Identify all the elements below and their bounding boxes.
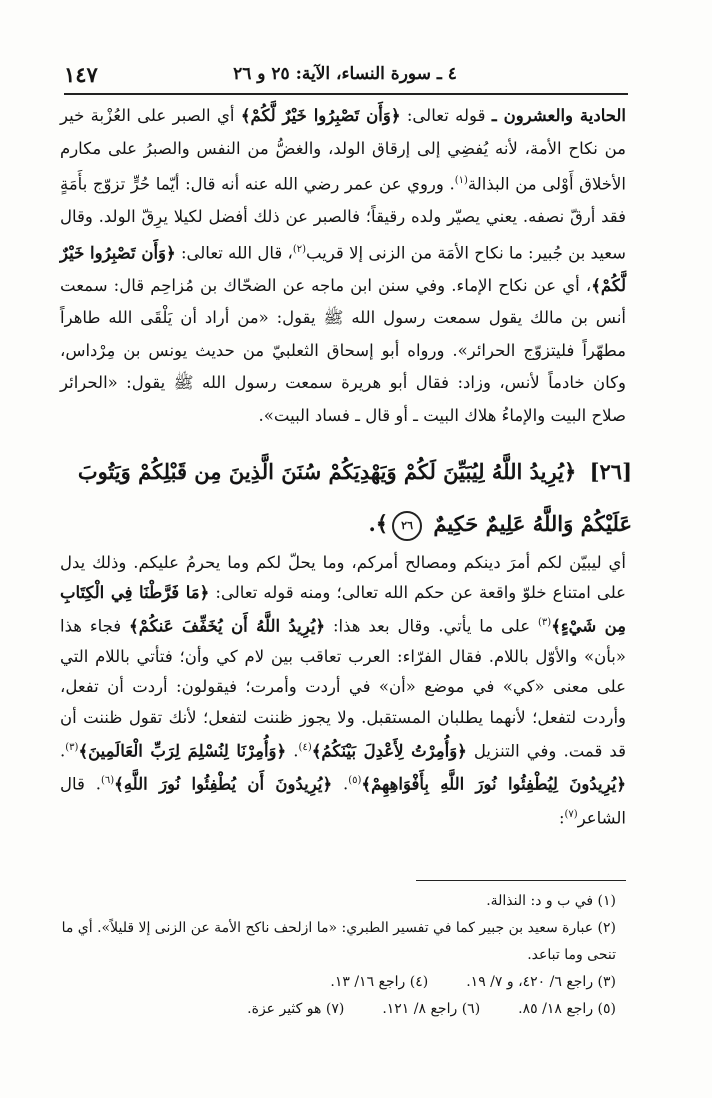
text-segment: فجاء هذا «بأن» والأوّل باللام. فقال الفرّاء: العرب تعاقب بين لام كي وأن؛ فتأتي باللام التي على معنى «كي» في موضع «أن» في أردت وأمرت؛ فيقولون: أردت أن تفعل، وأردت لتفعل؛ لأنهما يطلبان المستقبل. ولا يجوز ظننت لتفعل؛ لأنك تقول ظننت أن قد قمت. وفي التنزيل [60,616,626,761]
running-title: ٤ ـ سورة النساء، الآية: ٢٥ و ٢٦ [233,64,457,84]
running-header [64,62,626,92]
footnote-ref[interactable]: (١) [454,175,468,186]
quran-quote: ﴿وَأَن تَصْبِرُوا خَيْرٌ لَّكُمْ﴾ [60,243,626,295]
header-rule [64,93,628,95]
footnote-ref[interactable]: (٣) [538,617,552,629]
footnote-4: (٤) راجع ١٦/ ١٣. [330,974,429,990]
footnote-row [60,996,616,1023]
section-lead: الحادية والعشرون ـ [491,106,626,125]
footnote-2: (٢) عبارة سعيد بن جبير كما في تفسير الطبري: «ما ازلحف ناكح الأمة عن الزنى إلا قليلاً». أي ما تنحى وما تباعد. [61,920,616,963]
footnote-7: (٧) هو كثير عزة. [247,1001,345,1017]
verse-26 [58,446,632,550]
text-segment: : [558,808,565,828]
text-segment: أي الصبر على العُزْبة خير من نكاح الأمة، لأنه يُفضِي إلى إرقاق الولد، والغضُّ من النفس والصبرُ على مكارم الأخلاق أَوْلى من البذالة [60,106,626,194]
verse-text: ﴿يُرِيدُ اللَّهُ لِيُبَيِّنَ لَكُمْ وَيَهْدِيَكُمْ سُنَنَ الَّذِينَ مِن قَبْلِكُمْ وَيَتُوبَ عَلَيْكُمْ وَاللَّهُ عَلِيمٌ حَكِيمٌ [77,459,632,536]
quran-quote: ﴿يُرِيدُونَ أَن يُطْفِئُوا نُورَ اللَّهِ﴾ [114,774,333,794]
text-segment: أي ليبيّن لكم أمرَ دينكم ومصالح أمركم، وما يحلّ لكم وما يحرمُ عليكم. وذلك يدل على امتناع خلوّ واقعة عن حكم الله تعالى؛ ومنه قوله تعالى: [60,553,626,603]
footnote-rule [416,880,626,881]
text-segment: ، أي عن نكاح الإماء. وفي سنن ابن ماجه عن الضحّاك بن مُزاحِم قال: سمعت أنس بن مالك يقول سمعت رسول الله ﷺ يقول: «من أراد أن يَلْقَى الله طاهراً مطهّراً فليتزوّج الحرائر». ورواه أبو إسحاق الثعلبيّ من حديث يونس بن مِرْداس، وكان خادماً لأنس، وزاد: فقال أبو هريرة سمعت رسول الله ﷺ يقول: «الحرائر صلاح البيت والإماءُ هلاك البيت ـ أو قال ـ فساد البيت». [60,275,626,425]
text-segment: . قال الشاعر [60,774,626,828]
text-segment: على ما يأتي. وقال بعد هذا: [332,616,531,636]
footnote-3: (٣) راجع ٦/ ٤٢٠، و ٧/ ١٩. [466,974,616,990]
footnote-ref[interactable]: (٢) [292,243,307,255]
page-number: ١٤٧ [64,62,98,87]
quran-quote: ﴿وَأَن تَصْبِرُوا خَيْرٌ لَّكُمْ﴾ [240,106,401,125]
text-segment: قوله تعالى: [406,106,486,125]
footnote-6: (٦) راجع ٨/ ١٢١. [382,1001,481,1017]
verse-number: [٢٦] [589,459,632,484]
quran-quote: ﴿مَا فَرَّطْنَا فِي الْكِتَابِ مِن شَيْءٍ﴾ [60,583,626,636]
quran-quote: ﴿وَأُمِرْنَا لِنُسْلِمَ لِرَبِّ الْعَالَمِينَ﴾ [78,741,287,761]
paragraph-21 [60,100,626,432]
verse-end-mark: ٢٦ [392,511,422,541]
footnote-ref[interactable]: (٦) [100,775,115,787]
paragraph-commentary: أي ليبيّن لكم أمرَ دينكم ومصالح أمركم، وما يحلّ لكم وما يحرمُ عليكم. وذلك يدل على امتناع خلوّ واقعة عن حكم الله تعالى؛ ومنه قوله تعالى: ﴿مَا فَرَّطْنَا فِي الْكِتَابِ مِن شَيْءٍ﴾$^{(٣)}$ على ما يأتي. وقال بعد هذا: ﴿يُرِيدُ اللَّهُ أَن يُخَفِّفَ عَنكُمْ﴾ فجاء هذا «بأن» والأوّل باللام. فقال الفرّاء: العرب تعاقب بين لام كي وأن؛ فتأتي باللام التي على معنى «كي» في موضع «أن» في أردت وأمرت؛ فيقولون: أردت أن تفعل، وأردت لتفعل؛ لأنهما يطلبان المستقبل. ولا يجوز ظننت لتفعل؛ لأنك تقول ظننت أن قد قمت. وفي التنزيل ﴿وَأُمِرْتُ لِأَعْدِلَ بَيْنَكُمُ﴾$^{(٤)}$. ﴿وَأُمِرْنَا لِنُسْلِمَ لِرَبِّ الْعَالَمِينَ﴾$^{(٣)}$. ﴿يُرِيدُونَ لِيُطْفِئُوا نُورَ اللَّهِ بِأَفْوَاهِهِمْ﴾$^{(٥)}$. ﴿يُرِيدُونَ أَن يُطْفِئُوا نُورَ اللَّهِ﴾$^{(٦)}$. قال الشاعر$^{(٧)}$: [60,553,626,828]
text-segment: ، قال الله تعالى: [180,243,293,262]
quran-quote: ﴿وَأُمِرْتُ لِأَعْدِلَ بَيْنَكُمُ﴾ [311,741,467,761]
footnote-row [60,969,616,996]
footnote-ref[interactable]: (٧) [564,809,578,821]
quran-quote: ﴿يُرِيدُونَ لِيُطْفِئُوا نُورَ اللَّهِ بِأَفْوَاهِهِمْ﴾ [361,774,626,794]
footnote-ref[interactable]: (٣) [65,741,79,753]
verse-close: ﴾. [368,511,389,536]
footnote-ref[interactable]: (٥) [348,775,362,787]
footnote-5: (٥) راجع ١٨/ ٨٥. [518,1001,616,1017]
footnotes [60,888,616,1023]
footnote-ref[interactable]: (٤) [298,741,312,753]
quran-quote: ﴿يُرِيدُ اللَّهُ أَن يُخَفِّفَ عَنكُمْ﴾ [129,616,326,636]
footnote-1: (١) في ب و د: النذالة. [486,893,616,909]
text-segment: . وروي عن عمر رضي الله عنه أنه قال: أيّما حُرٍّ تزوّج بأَمَةٍ فقد أرقّ نصفه. يعني يصيّر ولده رقيقاً؛ فالصبر عن ذلك أفضل لكيلا يرِقّ الولد. وقال سعيد بن جُبير: ما نكاح الأمَة من الزنى إلا قريب [60,174,626,262]
